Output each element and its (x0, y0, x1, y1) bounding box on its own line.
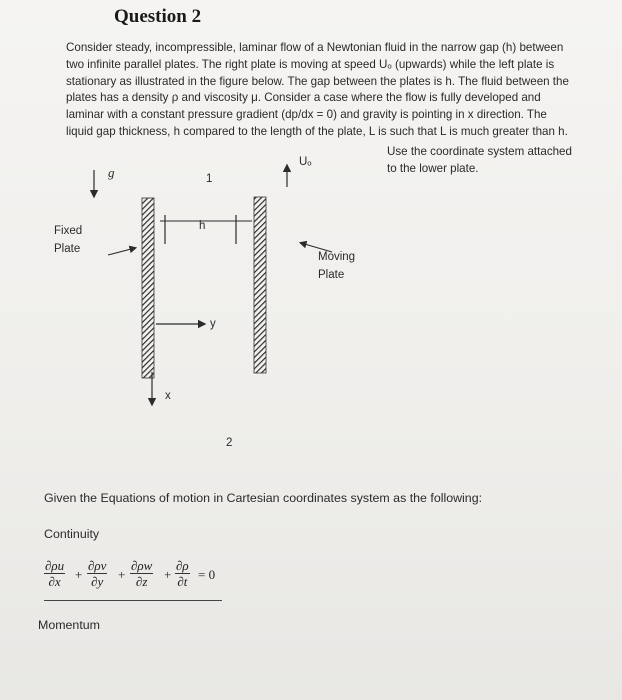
fixed-plate-pointer (108, 248, 135, 255)
term-3-denominator: ∂z (135, 574, 148, 589)
y-label: y (210, 318, 216, 330)
fixed-plate (142, 198, 154, 378)
uo-label: Uₒ (299, 156, 312, 168)
continuity-heading: Continuity (44, 527, 100, 541)
fixed-plate-label-line-1: Fixed (54, 225, 83, 237)
fixed-plate-label (54, 222, 82, 258)
term-dpv-dy (87, 558, 107, 589)
term-4-numerator: ∂ρ (176, 558, 189, 573)
term-dpu-dx (44, 558, 65, 589)
term-2-denominator: ∂y (91, 574, 104, 589)
moving-plate-label (318, 248, 355, 284)
h-label: h (199, 220, 206, 232)
question-title: Question 2 (114, 6, 202, 27)
gravity-label: g (108, 165, 115, 180)
term-dp-dt (175, 558, 190, 589)
term-3-numerator: ∂ρw (131, 558, 153, 573)
statement-line-1: Consider steady, incompressible, laminar flow of a Newtonian fluid in the narrow gap (h) between (66, 41, 564, 54)
equation-underline (44, 600, 222, 601)
equals-zero: = 0 (198, 567, 216, 582)
term-4-denominator: ∂t (177, 574, 188, 589)
statement-line-6: liquid gap thickness, h compared to the length of the plate, L is such that L is much greater than h. (66, 124, 568, 138)
term-1-numerator: ∂ρu (45, 558, 65, 573)
moving-plate-label-line-2: Plate (318, 269, 345, 281)
statement-line-2: two infinite parallel plates. The right plate is moving at speed Uₒ (upwards) while the left plate is (66, 57, 555, 71)
statement-line-3: stationary as illustrated in the figure below. The gap between the plates is h. The fluid between the (66, 74, 569, 88)
region-2-label: 2 (226, 437, 233, 449)
plus-2: + (118, 567, 126, 582)
momentum-heading: Momentum (38, 618, 100, 632)
fixed-plate-label-line-2: Plate (54, 243, 81, 255)
term-dpw-dz (130, 558, 153, 589)
statement-line-4: plates has a density ρ and viscosity μ. Consider a case where the flow is fully developed and (66, 91, 541, 105)
statement-line-5: laminar with a constant pressure gradient (dp/dx = 0) and gravity is pointing in x direction. The (66, 108, 547, 122)
coordinate-note-line-1: Use the coordinate system attached (387, 145, 572, 158)
coordinate-note-line-2: to the lower plate. (387, 161, 479, 175)
x-label: x (165, 390, 171, 402)
given-statement: Given the Equations of motion in Cartesian coordinates system as the following: (44, 491, 483, 505)
plus-3: + (164, 567, 172, 582)
moving-plate-label-line-1: Moving (318, 251, 356, 263)
continuity-equation (44, 558, 224, 602)
term-1-denominator: ∂x (48, 574, 61, 589)
region-1-label: 1 (206, 173, 213, 185)
plus-1: + (75, 567, 83, 582)
term-2-numerator: ∂ρv (88, 558, 107, 573)
moving-plate (254, 197, 266, 373)
